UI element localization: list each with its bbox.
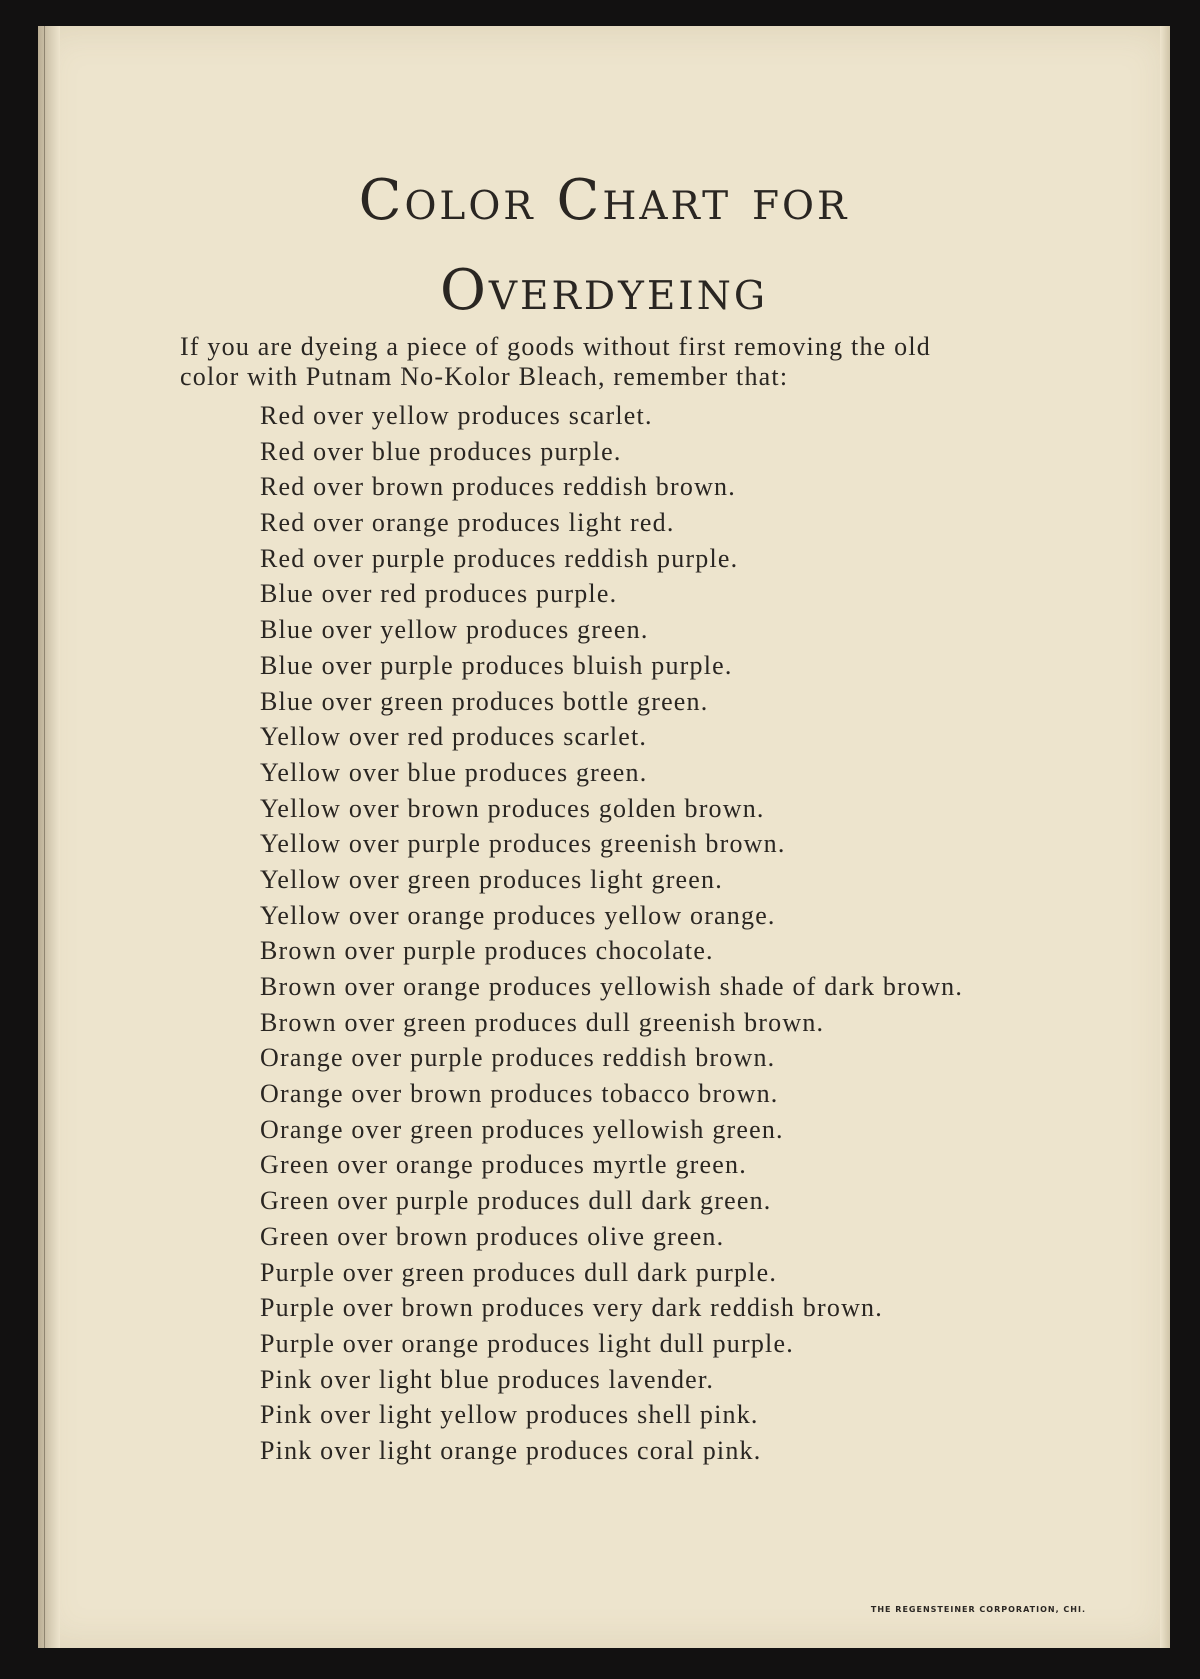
list-item: Yellow over red produces scarlet. bbox=[260, 722, 648, 752]
printer-credit: THE REGENSTEINER CORPORATION, CHI. bbox=[870, 1605, 1086, 1614]
list-item: Brown over orange produces yellowish shade of dark brown. bbox=[260, 972, 964, 1001]
list-item: Orange over brown produces tobacco brown. bbox=[260, 1079, 779, 1109]
intro-line-1: If you are dyeing a piece of goods without first removing the old bbox=[180, 332, 931, 361]
list-item: Red over blue produces purple. bbox=[260, 436, 622, 466]
list-item: Green over purple produces dull dark green. bbox=[260, 1186, 772, 1216]
page-title bbox=[38, 156, 1170, 336]
list-item: Yellow over green produces light green. bbox=[260, 864, 723, 894]
list-item: Yellow over blue produces green. bbox=[260, 757, 648, 787]
list-item: Blue over purple produces bluish purple. bbox=[260, 650, 733, 680]
list-item: Pink over light orange produces coral pink. bbox=[260, 1435, 762, 1465]
list-item: Brown over green produces dull greenish brown. bbox=[260, 1007, 825, 1037]
intro-paragraph bbox=[180, 332, 1080, 392]
list-item: Yellow over purple produces greenish brown. bbox=[260, 829, 786, 859]
list-item: Pink over light blue produces lavender. bbox=[260, 1364, 715, 1394]
list-item: Green over orange produces myrtle green. bbox=[260, 1150, 747, 1180]
list-item: Red over orange produces light red. bbox=[260, 508, 675, 538]
list-item: Yellow over orange produces yellow orange. bbox=[260, 900, 776, 930]
overdye-rules-list bbox=[260, 398, 1120, 1469]
list-item: Green over brown produces olive green. bbox=[260, 1221, 725, 1251]
list-item: Red over purple produces reddish purple. bbox=[260, 543, 739, 573]
list-item: Blue over yellow produces green. bbox=[260, 615, 649, 645]
list-item: Purple over brown produces very dark reddish brown. bbox=[260, 1293, 883, 1323]
list-item: Red over yellow produces scarlet. bbox=[260, 401, 653, 430]
page-title-line-2: Overdyeing bbox=[439, 258, 769, 323]
list-item: Blue over red produces purple. bbox=[260, 579, 618, 609]
list-item: Orange over purple produces reddish brown. bbox=[260, 1043, 776, 1073]
list-item: Purple over green produces dull dark purple. bbox=[260, 1257, 778, 1287]
document-page bbox=[38, 26, 1170, 1648]
list-item: Red over brown produces reddish brown. bbox=[260, 472, 736, 502]
list-item: Purple over orange produces light dull purple. bbox=[260, 1328, 794, 1358]
page-title-line-1: Color Chart for bbox=[358, 168, 850, 233]
list-item: Yellow over brown produces golden brown. bbox=[260, 793, 765, 823]
intro-line-2: color with Putnam No-Kolor Bleach, remember that: bbox=[180, 362, 789, 391]
list-item: Pink over light yellow produces shell pink. bbox=[260, 1400, 759, 1430]
list-item: Blue over green produces bottle green. bbox=[260, 686, 709, 716]
list-item: Orange over green produces yellowish green. bbox=[260, 1114, 784, 1144]
list-item: Brown over purple produces chocolate. bbox=[260, 936, 714, 966]
